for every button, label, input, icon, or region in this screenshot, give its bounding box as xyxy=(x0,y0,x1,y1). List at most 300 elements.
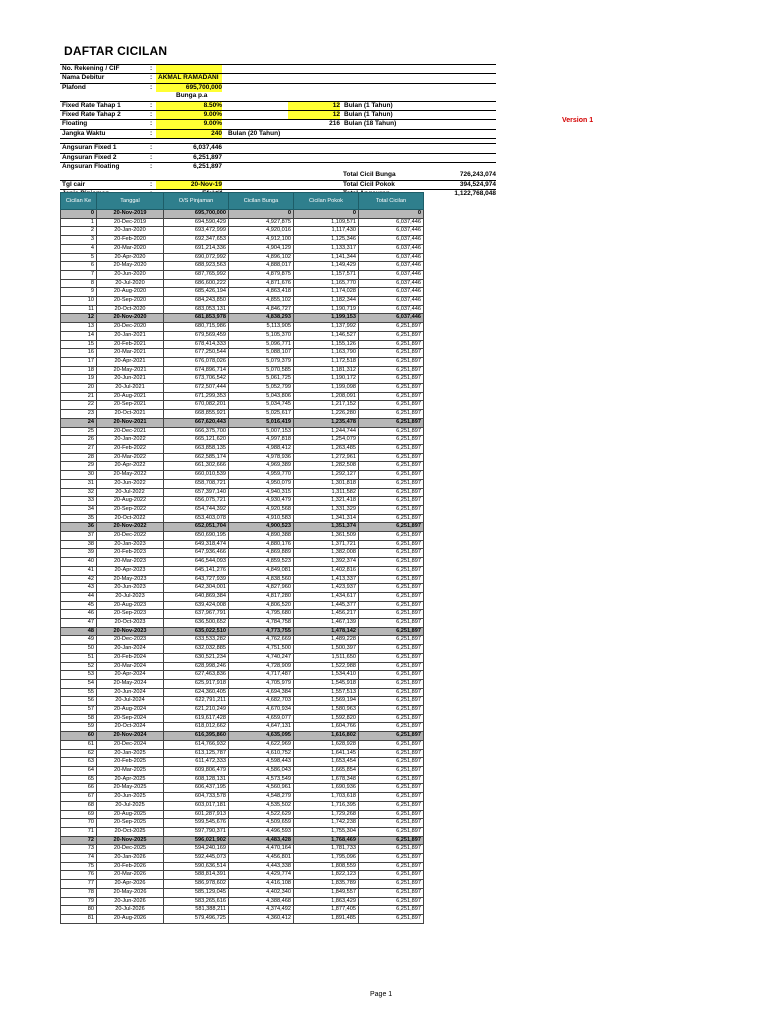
table-cell: 52 xyxy=(61,662,97,671)
table-cell: 20-Apr-2022 xyxy=(97,462,164,471)
table-cell: 20-Dec-2023 xyxy=(97,636,164,645)
table-cell: 22 xyxy=(61,401,97,410)
table-cell: 6,251,897 xyxy=(359,619,424,628)
table-cell: 673,706,542 xyxy=(164,375,229,384)
table-cell: 581,388,211 xyxy=(164,906,229,915)
table-row xyxy=(61,218,424,227)
table-row xyxy=(61,862,424,871)
table-row xyxy=(61,305,424,314)
angf-label: Angsuran Floating xyxy=(62,162,120,170)
table-row xyxy=(61,253,424,262)
colon: : xyxy=(150,129,153,137)
table-row xyxy=(61,270,424,279)
table-row xyxy=(61,540,424,549)
table-cell: 55 xyxy=(61,688,97,697)
table-cell: 1,569,194 xyxy=(294,697,359,706)
table-cell: 6,251,897 xyxy=(359,679,424,688)
table-row xyxy=(61,706,424,715)
fixed1-rate: 8.50% xyxy=(203,101,222,109)
table-row xyxy=(61,601,424,610)
plafond-value: 695,700,000 xyxy=(185,83,222,91)
table-cell: 37 xyxy=(61,532,97,541)
col-cicilan-bunga: Cicilan Bunga xyxy=(229,193,294,210)
table-cell: 5,079,379 xyxy=(229,357,294,366)
table-cell: 4,896,102 xyxy=(229,253,294,262)
table-cell: 60 xyxy=(61,732,97,741)
table-row xyxy=(61,549,424,558)
table-cell: 4,548,279 xyxy=(229,793,294,802)
table-cell: 1,616,802 xyxy=(294,732,359,741)
table-cell: 9 xyxy=(61,288,97,297)
table-cell: 642,304,001 xyxy=(164,584,229,593)
table-row xyxy=(61,653,424,662)
table-cell: 6,251,897 xyxy=(359,523,424,532)
table-cell: 18 xyxy=(61,366,97,375)
table-cell: 6,251,897 xyxy=(359,505,424,514)
table-cell: 1,311,582 xyxy=(294,488,359,497)
table-row xyxy=(61,505,424,514)
row-bunga xyxy=(60,92,496,100)
table-cell: 67 xyxy=(61,793,97,802)
table-cell: 20-Jun-2023 xyxy=(97,584,164,593)
col-tanggal: Tanggal xyxy=(97,193,164,210)
table-cell: 4,682,703 xyxy=(229,697,294,706)
table-cell: 45 xyxy=(61,601,97,610)
table-cell: 4,535,502 xyxy=(229,801,294,810)
table-cell: 1,522,988 xyxy=(294,662,359,671)
row-ang2 xyxy=(60,153,496,162)
table-cell: 20-Dec-2022 xyxy=(97,532,164,541)
table-cell: 4,728,909 xyxy=(229,662,294,671)
table-cell: 643,727,939 xyxy=(164,575,229,584)
table-cell: 20-Oct-2025 xyxy=(97,827,164,836)
table-cell: 23 xyxy=(61,410,97,419)
col-cicilan-pokok: Cicilan Pokok xyxy=(294,193,359,210)
table-cell: 39 xyxy=(61,549,97,558)
table-cell: 6,251,897 xyxy=(359,697,424,706)
table-cell: 1,703,618 xyxy=(294,793,359,802)
table-cell: 4,610,752 xyxy=(229,749,294,758)
table-cell: 11 xyxy=(61,305,97,314)
table-row xyxy=(61,619,424,628)
table-row xyxy=(61,810,424,819)
table-cell: 6,251,897 xyxy=(359,706,424,715)
table-cell: 1,891,485 xyxy=(294,914,359,923)
row-plafond xyxy=(60,83,496,92)
table-row xyxy=(61,592,424,601)
table-row xyxy=(61,636,424,645)
colon: : xyxy=(150,162,153,170)
table-cell: 4,388,468 xyxy=(229,897,294,906)
table-row xyxy=(61,479,424,488)
table-cell: 645,141,276 xyxy=(164,566,229,575)
table-cell: 6,251,897 xyxy=(359,740,424,749)
table-cell: 1,768,469 xyxy=(294,836,359,845)
table-cell: 1,808,559 xyxy=(294,862,359,871)
table-cell: 4,910,583 xyxy=(229,514,294,523)
table-cell: 6,251,897 xyxy=(359,610,424,619)
table-cell: 20-Oct-2023 xyxy=(97,619,164,628)
table-cell: 1,604,766 xyxy=(294,723,359,732)
table-cell: 20-Nov-2024 xyxy=(97,732,164,741)
table-cell: 20-Oct-2022 xyxy=(97,514,164,523)
table-cell: 5,034,745 xyxy=(229,401,294,410)
table-row xyxy=(61,462,424,471)
table-cell: 46 xyxy=(61,610,97,619)
table-row xyxy=(61,836,424,845)
table-row xyxy=(61,645,424,654)
table-cell: 20-Feb-2020 xyxy=(97,236,164,245)
table-cell: 1,182,344 xyxy=(294,297,359,306)
table-row xyxy=(61,236,424,245)
table-cell: 663,858,135 xyxy=(164,444,229,453)
table-cell: 4,635,095 xyxy=(229,732,294,741)
table-cell: 614,766,932 xyxy=(164,740,229,749)
version-label: Version 1 xyxy=(562,117,594,124)
table-cell: 6,251,897 xyxy=(359,749,424,758)
table-cell: 4,890,388 xyxy=(229,532,294,541)
table-cell: 20-Feb-2026 xyxy=(97,862,164,871)
table-cell: 6,251,897 xyxy=(359,636,424,645)
table-cell: 0 xyxy=(229,210,294,219)
table-cell: 74 xyxy=(61,854,97,863)
table-cell: 71 xyxy=(61,827,97,836)
table-row xyxy=(61,366,424,375)
table-row xyxy=(61,906,424,915)
table-cell: 5,052,799 xyxy=(229,384,294,393)
table-cell: 20-Feb-2022 xyxy=(97,444,164,453)
table-cell: 49 xyxy=(61,636,97,645)
table-cell: 66 xyxy=(61,784,97,793)
table-cell: 4,751,500 xyxy=(229,645,294,654)
jangka-label: Jangka Waktu xyxy=(62,129,106,137)
tcp-label: Total Cicil Pokok xyxy=(343,180,395,188)
table-cell: 20-Nov-2020 xyxy=(97,314,164,323)
table-cell: 4,694,384 xyxy=(229,688,294,697)
table-cell: 1,716,395 xyxy=(294,801,359,810)
table-cell: 6,251,897 xyxy=(359,592,424,601)
table-row xyxy=(61,732,424,741)
table-cell: 1,835,789 xyxy=(294,880,359,889)
table-cell: 6,251,897 xyxy=(359,714,424,723)
table-cell: 20-Aug-2026 xyxy=(97,914,164,923)
table-cell: 4,647,131 xyxy=(229,723,294,732)
table-cell: 4,762,669 xyxy=(229,636,294,645)
table-cell: 14 xyxy=(61,331,97,340)
table-cell: 20-May-2020 xyxy=(97,262,164,271)
table-cell: 20-Apr-2020 xyxy=(97,253,164,262)
table-row xyxy=(61,384,424,393)
table-cell: 20-Apr-2023 xyxy=(97,566,164,575)
floating-label: Floating xyxy=(62,120,88,128)
table-cell: 606,437,195 xyxy=(164,784,229,793)
table-cell: 20-Jan-2025 xyxy=(97,749,164,758)
table-cell: 6,251,897 xyxy=(359,862,424,871)
table-cell: 1,133,317 xyxy=(294,244,359,253)
table-row xyxy=(61,914,424,923)
table-cell: 592,445,073 xyxy=(164,854,229,863)
table-row xyxy=(61,662,424,671)
ang1-label: Angsuran Fixed 1 xyxy=(62,144,117,152)
table-row xyxy=(61,523,424,532)
table-cell: 4,374,492 xyxy=(229,906,294,915)
fixed2-unit: Bulan (1 Tahun) xyxy=(344,110,393,118)
table-cell: 653,403,078 xyxy=(164,514,229,523)
table-cell: 6,251,897 xyxy=(359,479,424,488)
table-cell: 691,214,336 xyxy=(164,244,229,253)
table-cell: 20-Jul-2026 xyxy=(97,906,164,915)
table-cell: 20-Dec-2024 xyxy=(97,740,164,749)
table-row xyxy=(61,392,424,401)
table-cell: 1,580,963 xyxy=(294,706,359,715)
table-cell: 4,950,079 xyxy=(229,479,294,488)
col-os-pinjaman: O/S Pinjaman xyxy=(164,193,229,210)
table-cell: 20-Aug-2025 xyxy=(97,810,164,819)
table-cell: 6,251,897 xyxy=(359,880,424,889)
table-cell: 4,846,727 xyxy=(229,305,294,314)
row-fixed1 xyxy=(60,101,496,110)
table-cell: 1,729,268 xyxy=(294,810,359,819)
table-cell: 1,174,028 xyxy=(294,288,359,297)
tcb-value: 726,243,074 xyxy=(459,171,496,179)
table-cell: 5,016,419 xyxy=(229,418,294,427)
table-cell: 6,251,897 xyxy=(359,845,424,854)
table-cell: 6,251,897 xyxy=(359,453,424,462)
table-cell: 20-Jul-2021 xyxy=(97,384,164,393)
table-cell: 1,199,153 xyxy=(294,314,359,323)
table-row xyxy=(61,767,424,776)
table-cell: 0 xyxy=(359,210,424,219)
table-cell: 611,472,333 xyxy=(164,758,229,767)
table-row xyxy=(61,679,424,688)
table-row xyxy=(61,297,424,306)
row-jangka xyxy=(60,129,496,139)
table-cell: 6,251,897 xyxy=(359,671,424,680)
table-cell: 1,863,429 xyxy=(294,897,359,906)
table-cell: 6,037,446 xyxy=(359,236,424,245)
table-cell: 5,061,725 xyxy=(229,375,294,384)
table-cell: 57 xyxy=(61,706,97,715)
table-cell: 6,251,897 xyxy=(359,488,424,497)
table-cell: 636,500,652 xyxy=(164,619,229,628)
table-cell: 20-Sep-2023 xyxy=(97,610,164,619)
table-cell: 42 xyxy=(61,575,97,584)
table-cell: 4,659,077 xyxy=(229,714,294,723)
table-cell: 24 xyxy=(61,418,97,427)
table-cell: 4,849,081 xyxy=(229,566,294,575)
table-row xyxy=(61,723,424,732)
table-cell: 4,904,129 xyxy=(229,244,294,253)
table-cell: 20-Jul-2022 xyxy=(97,488,164,497)
table-cell: 15 xyxy=(61,340,97,349)
table-row xyxy=(61,845,424,854)
table-row xyxy=(61,514,424,523)
table-cell: 20-May-2026 xyxy=(97,888,164,897)
table-cell: 20-Aug-2021 xyxy=(97,392,164,401)
table-row xyxy=(61,793,424,802)
table-cell: 4,470,164 xyxy=(229,845,294,854)
table-cell: 1,755,304 xyxy=(294,827,359,836)
table-cell: 29 xyxy=(61,462,97,471)
table-cell: 20-Aug-2024 xyxy=(97,706,164,715)
table-cell: 6,251,897 xyxy=(359,566,424,575)
table-cell: 6,251,897 xyxy=(359,871,424,880)
colon: : xyxy=(150,83,153,91)
table-cell: 56 xyxy=(61,697,97,706)
table-row xyxy=(61,610,424,619)
table-cell: 68 xyxy=(61,801,97,810)
table-cell: 679,569,459 xyxy=(164,331,229,340)
table-cell: 1,534,410 xyxy=(294,671,359,680)
table-row xyxy=(61,871,424,880)
table-cell: 6,251,897 xyxy=(359,688,424,697)
table-cell: 4,930,479 xyxy=(229,497,294,506)
table-cell: 1,511,650 xyxy=(294,653,359,662)
loan-header xyxy=(60,64,496,198)
table-row xyxy=(61,827,424,836)
table-cell: 0 xyxy=(61,210,97,219)
table-cell: 585,129,045 xyxy=(164,888,229,897)
table-row xyxy=(61,488,424,497)
table-row xyxy=(61,471,424,480)
table-cell: 4,997,818 xyxy=(229,436,294,445)
table-row xyxy=(61,584,424,593)
table-cell: 5,025,617 xyxy=(229,410,294,419)
table-cell: 650,690,195 xyxy=(164,532,229,541)
row-floating xyxy=(60,119,496,128)
table-cell: 628,998,246 xyxy=(164,662,229,671)
table-cell: 667,620,443 xyxy=(164,418,229,427)
table-cell: 4,598,443 xyxy=(229,758,294,767)
table-cell: 687,765,992 xyxy=(164,270,229,279)
table-cell: 1,557,513 xyxy=(294,688,359,697)
table-cell: 65 xyxy=(61,775,97,784)
table-cell: 6,251,897 xyxy=(359,819,424,828)
table-cell: 676,078,026 xyxy=(164,357,229,366)
table-cell: 20-Jun-2022 xyxy=(97,479,164,488)
angf-value: 6,251,897 xyxy=(193,162,222,170)
table-row xyxy=(61,575,424,584)
table-cell: 601,287,913 xyxy=(164,810,229,819)
fixed2-rate: 9.00% xyxy=(203,110,222,118)
table-row xyxy=(61,801,424,810)
table-cell: 4,806,520 xyxy=(229,601,294,610)
table-cell: 4,920,016 xyxy=(229,227,294,236)
table-cell: 20-Jan-2020 xyxy=(97,227,164,236)
table-cell: 1,137,992 xyxy=(294,323,359,332)
table-cell: 20-Aug-2022 xyxy=(97,497,164,506)
table-cell: 6,251,897 xyxy=(359,662,424,671)
table-cell: 677,250,544 xyxy=(164,349,229,358)
table-cell: 20-Feb-2025 xyxy=(97,758,164,767)
table-cell: 6,251,897 xyxy=(359,331,424,340)
table-row xyxy=(61,714,424,723)
table-cell: 613,125,787 xyxy=(164,749,229,758)
table-cell: 40 xyxy=(61,558,97,567)
table-cell: 1,434,617 xyxy=(294,592,359,601)
table-cell: 7 xyxy=(61,270,97,279)
table-cell: 20-Mar-2023 xyxy=(97,558,164,567)
table-cell: 6,251,897 xyxy=(359,645,424,654)
table-cell: 4,670,934 xyxy=(229,706,294,715)
table-row xyxy=(61,436,424,445)
table-cell: 1,456,217 xyxy=(294,610,359,619)
table-cell: 583,265,616 xyxy=(164,897,229,906)
table-cell: 6,251,897 xyxy=(359,767,424,776)
table-cell: 4,705,979 xyxy=(229,679,294,688)
table-cell: 19 xyxy=(61,375,97,384)
table-cell: 654,744,392 xyxy=(164,505,229,514)
table-cell: 6,251,897 xyxy=(359,784,424,793)
table-cell: 16 xyxy=(61,349,97,358)
table-cell: 20-Jan-2024 xyxy=(97,645,164,654)
table-cell: 4,773,755 xyxy=(229,627,294,636)
table-cell: 1,263,485 xyxy=(294,444,359,453)
table-cell: 1,822,123 xyxy=(294,871,359,880)
table-cell: 20-Nov-2023 xyxy=(97,627,164,636)
row-ang1 xyxy=(60,143,496,152)
table-cell: 54 xyxy=(61,679,97,688)
table-cell: 20-Feb-2023 xyxy=(97,549,164,558)
table-cell: 4,978,936 xyxy=(229,453,294,462)
table-cell: 665,121,620 xyxy=(164,436,229,445)
table-cell: 58 xyxy=(61,714,97,723)
table-cell: 1,392,374 xyxy=(294,558,359,567)
table-cell: 20-May-2022 xyxy=(97,471,164,480)
tcp-value: 394,524,974 xyxy=(459,180,496,188)
table-cell: 20-May-2024 xyxy=(97,679,164,688)
fixed2-months: 12 xyxy=(332,110,340,118)
table-cell: 13 xyxy=(61,323,97,332)
table-cell: 1,292,127 xyxy=(294,471,359,480)
table-row xyxy=(61,357,424,366)
table-cell: 4,522,629 xyxy=(229,810,294,819)
table-cell: 20-Jan-2026 xyxy=(97,854,164,863)
table-cell: 76 xyxy=(61,871,97,880)
table-cell: 0 xyxy=(294,210,359,219)
table-cell: 1,282,508 xyxy=(294,462,359,471)
table-row xyxy=(61,740,424,749)
table-cell: 692,347,653 xyxy=(164,236,229,245)
table-row xyxy=(61,854,424,863)
row-angf xyxy=(60,162,496,171)
table-cell: 62 xyxy=(61,749,97,758)
table-cell: 1,146,527 xyxy=(294,331,359,340)
plafond-label: Plafond xyxy=(62,83,86,91)
jangka-unit: Bulan (20 Tahun) xyxy=(228,129,281,137)
table-row xyxy=(61,314,424,323)
table-cell: 4,880,176 xyxy=(229,540,294,549)
table-cell: 6,251,897 xyxy=(359,827,424,836)
table-cell: 32 xyxy=(61,488,97,497)
table-cell: 59 xyxy=(61,723,97,732)
table-cell: 20-Nov-2019 xyxy=(97,210,164,219)
table-cell: 69 xyxy=(61,810,97,819)
table-cell: 4,871,676 xyxy=(229,279,294,288)
table-cell: 1,190,719 xyxy=(294,305,359,314)
table-row xyxy=(61,427,424,436)
table-cell: 4,740,247 xyxy=(229,653,294,662)
table-cell: 6,251,897 xyxy=(359,836,424,845)
col-cicilan-ke: Cicilan Ke xyxy=(61,193,97,210)
table-cell: 1,301,818 xyxy=(294,479,359,488)
table-cell: 20-Jul-2024 xyxy=(97,697,164,706)
table-cell: 588,814,391 xyxy=(164,871,229,880)
schedule-table xyxy=(60,192,424,924)
table-cell: 20-Jan-2021 xyxy=(97,331,164,340)
table-cell: 1,272,961 xyxy=(294,453,359,462)
table-cell: 20-Jul-2023 xyxy=(97,592,164,601)
